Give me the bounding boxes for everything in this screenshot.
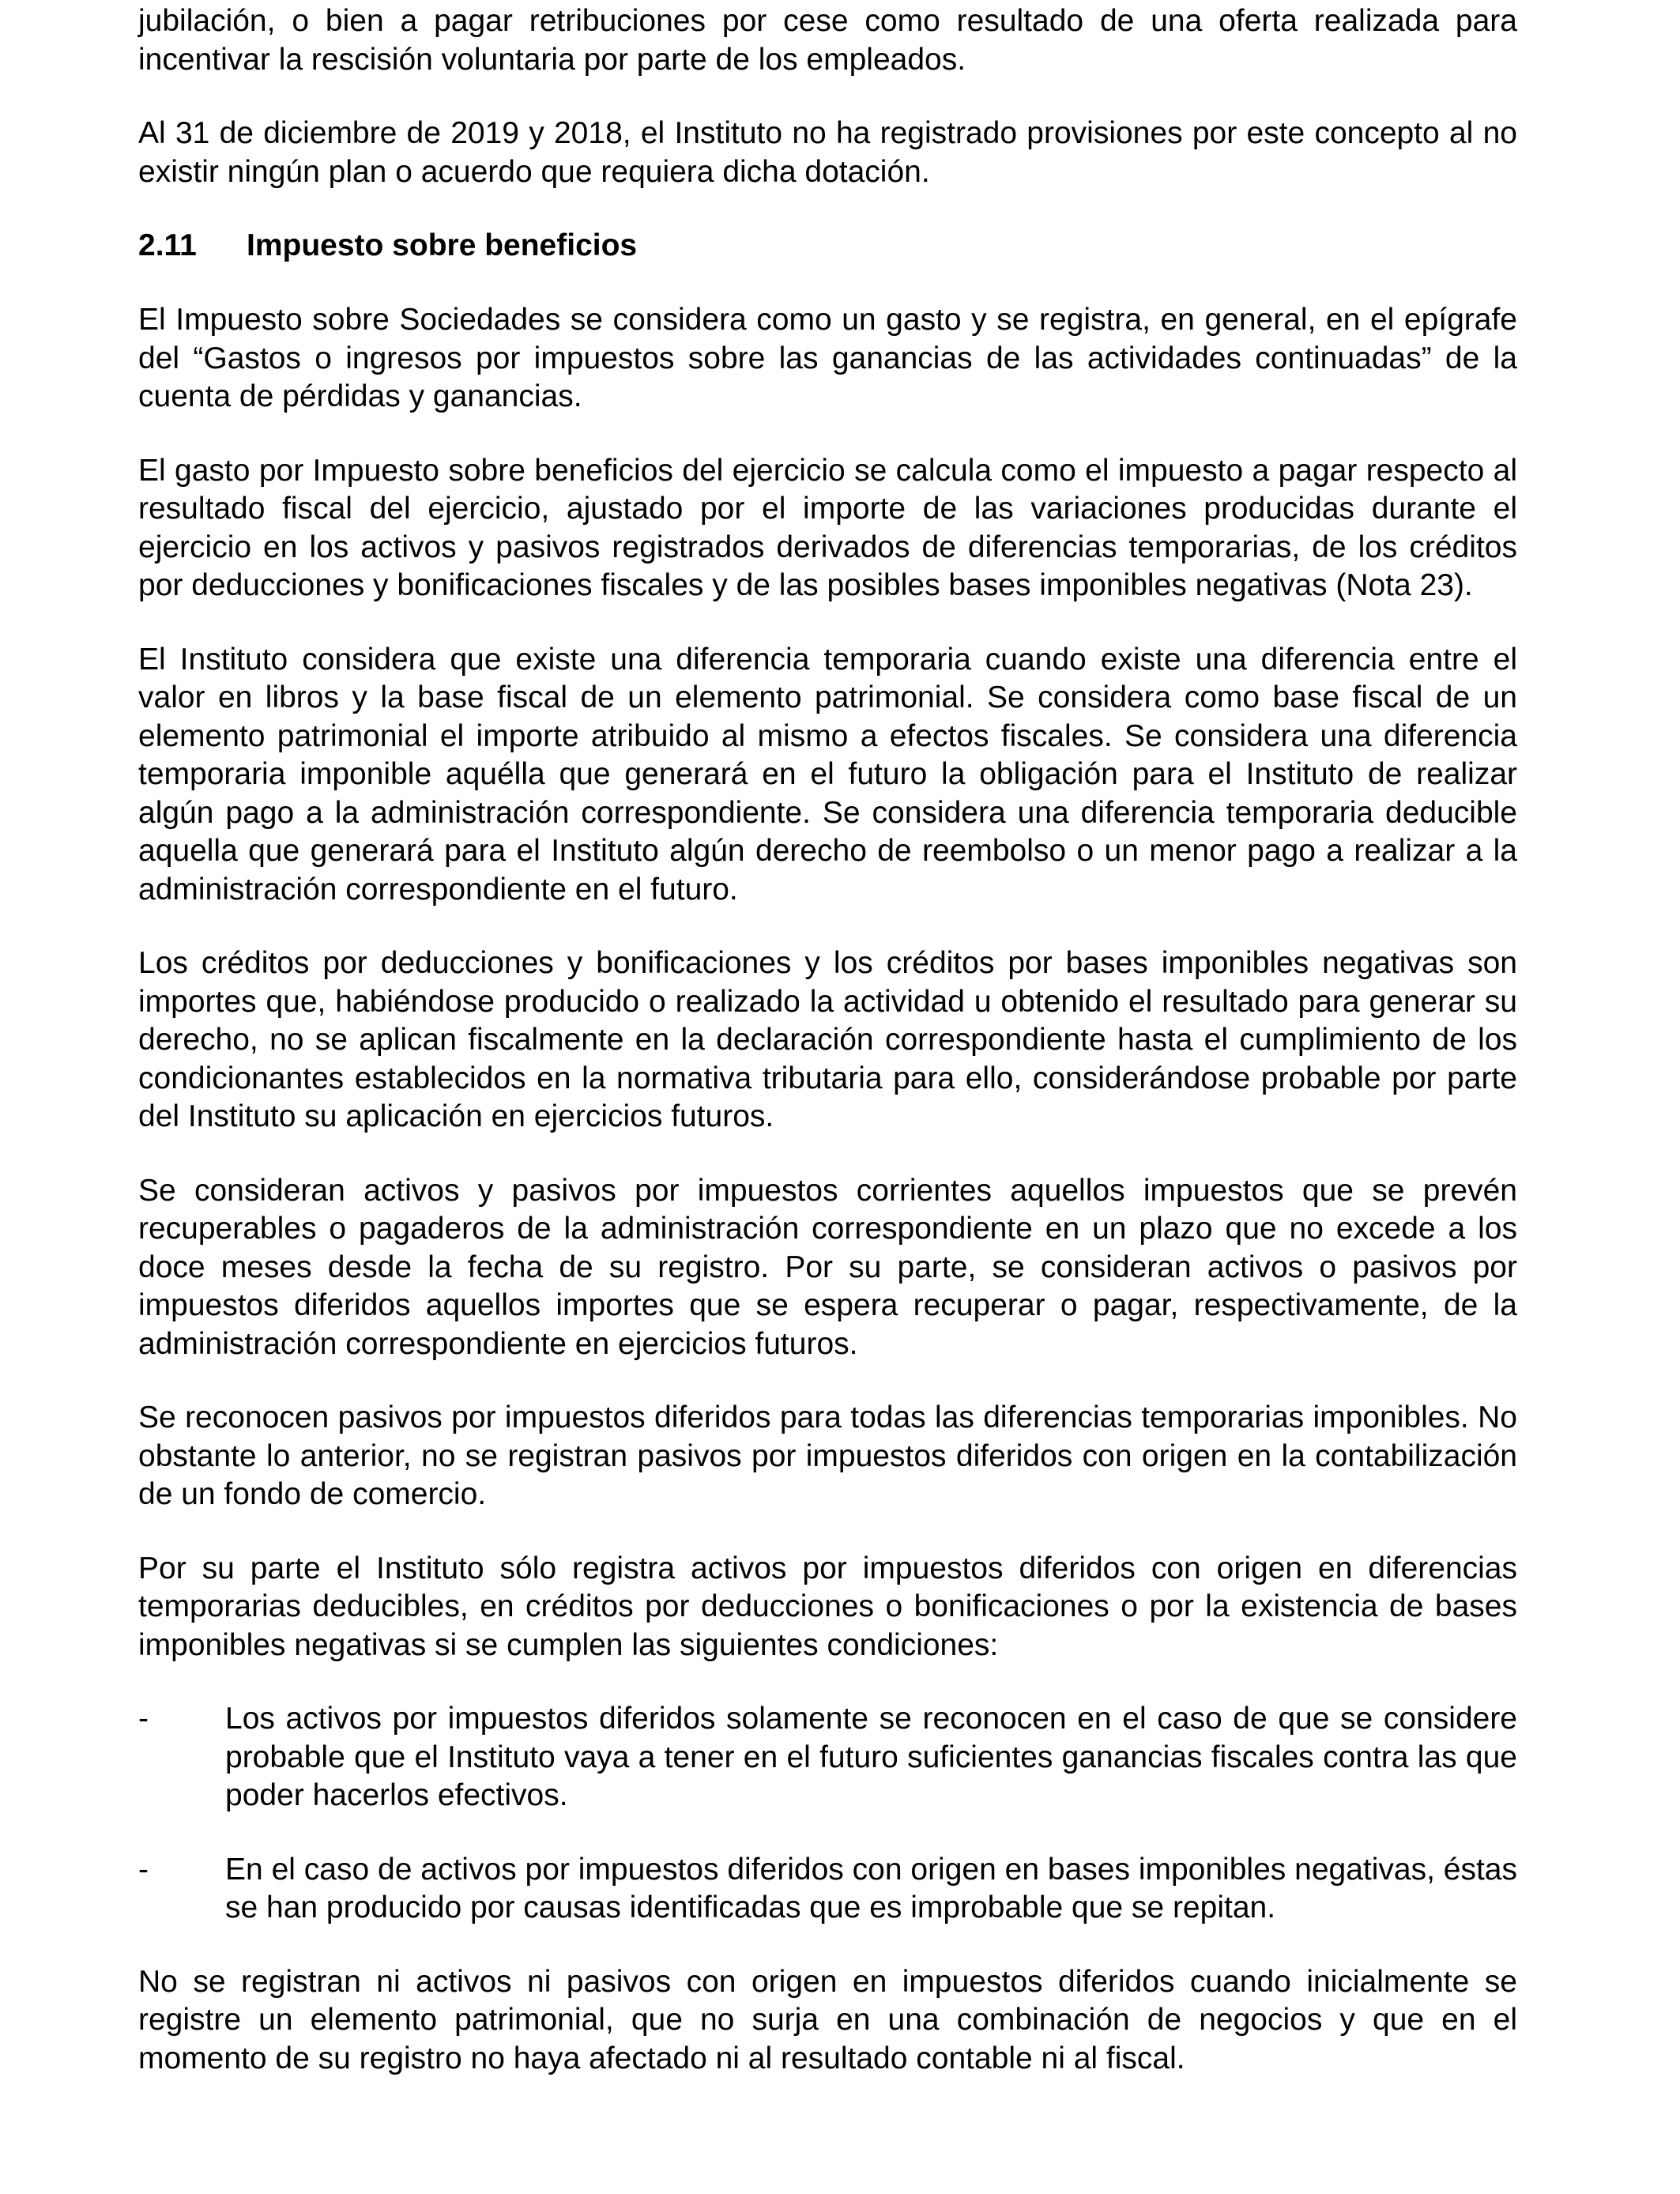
bullet-text: Los activos por impuestos diferidos solamente se reconocen en el caso de que se considere probable que el Instituto vaya a tener en el futuro suficientes ganancias fiscales contra las que poder hacerlos efectivos.: [225, 1702, 1517, 1812]
document-page: [138, 0, 1517, 2078]
section-heading: [138, 227, 1517, 265]
list-item: [138, 1851, 1517, 1928]
paragraph-provisions: Al 31 de diciembre de 2019 y 2018, el Instituto no ha registrado provisiones por este concepto al no existir ningún plan o acuerdo que requiera dicha dotación.: [138, 116, 1517, 189]
bullet-marker: -: [138, 1702, 149, 1736]
list-item: [138, 1700, 1517, 1815]
bullet-marker: -: [138, 1852, 149, 1887]
paragraph-no-registration: No se registran ni activos ni pasivos con origen en impuestos diferidos cuando inicialmente se registre un elemento patrimonial, que no surja en una combinación de negocios y que en el momento de su registro no haya afectado ni al resultado contable ni al fiscal.: [138, 1964, 1517, 2075]
paragraph-retirement: jubilación, o bien a pagar retribuciones por cese como resultado de una oferta realizada para incentivar la rescisión voluntaria por parte de los empleados.: [138, 4, 1517, 77]
paragraph-deferred-assets: Por su parte el Instituto sólo registra activos por impuestos diferidos con origen en diferencias temporarias deducibles, en créditos por deducciones o bonificaciones o por la existencia de bases imponibles negativas si se cumplen las siguientes condiciones:: [138, 1551, 1517, 1662]
paragraph-current-taxes: Se consideran activos y pasivos por impuestos corrientes aquellos impuestos que se prevén recuperables o pagaderos de la administración correspondiente en un plazo que no excede a los doce meses desde la fecha de su registro. Por su parte, se consideran activos o pasivos por impuestos diferidos aquellos importes que se espera recuperar o pagar, respectivamente, de la administración correspondiente en ejercicios futuros.: [138, 1173, 1517, 1361]
paragraph-deferred-liabilities: Se reconocen pasivos por impuestos diferidos para todas las diferencias temporarias imponibles. No obstante lo anterior, no se registran pasivos por impuestos diferidos con origen en la contabilización de un fondo de comercio.: [138, 1400, 1517, 1511]
paragraph-temporary-difference: El Instituto considera que existe una diferencia temporaria cuando existe una diferencia entre el valor en libros y la base fiscal de un elemento patrimonial. Se considera como base fiscal de un elemento patrimonial el importe atribuido al mismo a efectos fiscales. Se considera una diferencia temporaria imponible aquélla que generará en el futuro la obligación para el Instituto de realizar algún pago a la administración correspondiente. Se considera una diferencia temporaria deducible aquella que generará para el Instituto algún derecho de reembolso o un menor pago a realizar a la administración correspondiente en el futuro.: [138, 642, 1517, 907]
paragraph-corporate-tax: El Impuesto sobre Sociedades se considera como un gasto y se registra, en general, en el epígrafe del “Gastos o ingresos por impuestos sobre las ganancias de las actividades continuadas” de la cuenta de pérdidas y ganancias.: [138, 303, 1517, 413]
bullet-text: En el caso de activos por impuestos diferidos con origen en bases imponibles negativas, éstas se han producido por causas identificadas que es improbable que se repitan.: [225, 1852, 1517, 1924]
paragraph-tax-expense: El gasto por Impuesto sobre beneficios del ejercicio se calcula como el impuesto a pagar respecto al resultado fiscal del ejercicio, ajustado por el importe de las variaciones producidas durante el ejercicio en los activos y pasivos registrados derivados de diferencias temporarias, de los créditos por deducciones y bonificaciones fiscales y de las posibles bases imponibles negativas (Nota 23).: [138, 453, 1517, 602]
section-number: 2.11: [138, 228, 197, 262]
paragraph-tax-credits: Los créditos por deducciones y bonificaciones y los créditos por bases imponibles negativas son importes que, habiéndose producido o realizado la actividad u obtenido el resultado para generar su derecho, no se aplican fiscalmente en la declaración correspondiente hasta el cumplimiento de los condicionantes establecidos en la normativa tributaria para ello, considerándose probable por parte del Instituto su aplicación en ejercicios futuros.: [138, 946, 1517, 1133]
section-title: Impuesto sobre beneficios: [247, 228, 638, 262]
